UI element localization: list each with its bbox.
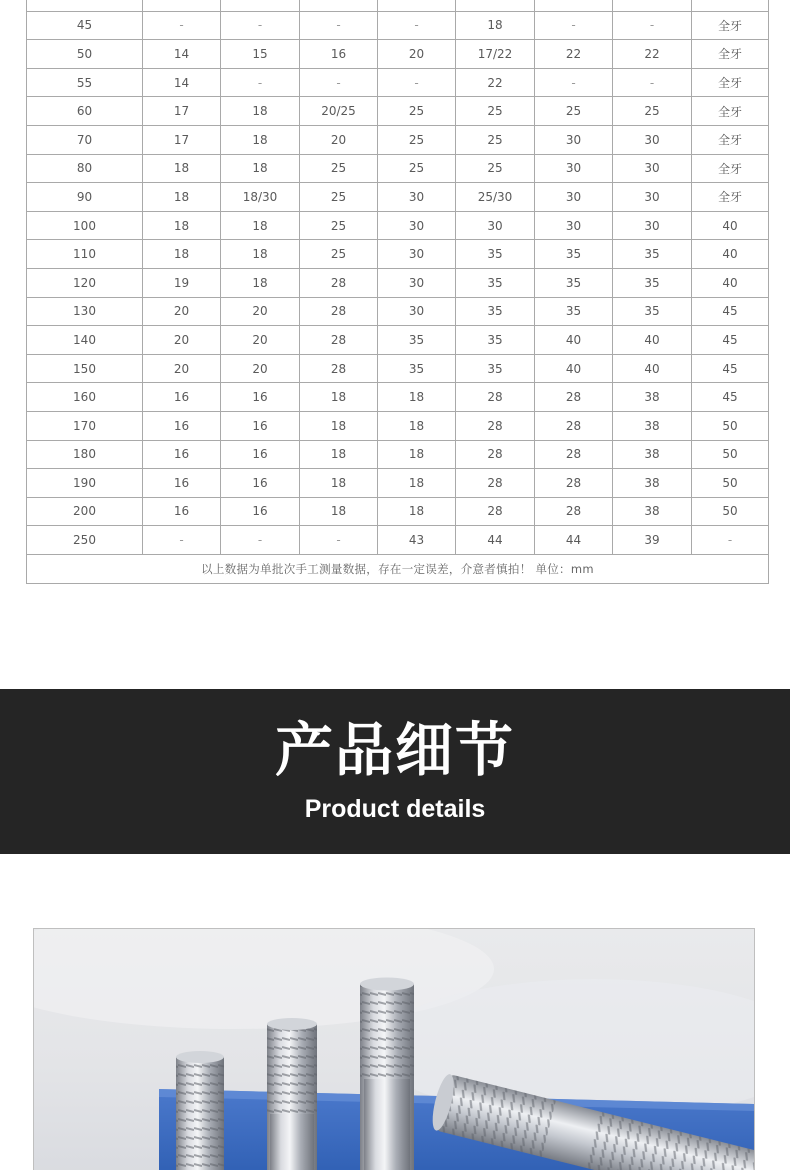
table-cell: 40 [692, 268, 769, 297]
table-cell-partial [143, 0, 221, 11]
length-cell: 90 [27, 183, 143, 212]
table-cell: 18 [221, 240, 300, 269]
table-cell: 38 [613, 383, 692, 412]
table-cell: 38 [613, 411, 692, 440]
table-cell-partial [535, 0, 613, 11]
table-cell: 18 [378, 440, 456, 469]
table-cell: - [221, 526, 300, 555]
table-cell: 全牙 [692, 11, 769, 40]
length-cell: 60 [27, 97, 143, 126]
table-cell: - [300, 11, 378, 40]
table-cell: 全牙 [692, 68, 769, 97]
table-cell: 16 [143, 383, 221, 412]
table-cell: 43 [378, 526, 456, 555]
table-cell: 28 [456, 383, 535, 412]
length-cell: 120 [27, 268, 143, 297]
table-row [27, 268, 769, 297]
table-cell: 17 [143, 125, 221, 154]
table-cell: 18 [456, 11, 535, 40]
table-cell: 22 [613, 40, 692, 69]
table-cell: 30 [613, 183, 692, 212]
table-row [27, 240, 769, 269]
table-row [27, 326, 769, 355]
table-cell: 全牙 [692, 183, 769, 212]
table-row [27, 526, 769, 555]
table-cell: 35 [378, 354, 456, 383]
table-cell: 28 [535, 469, 613, 498]
table-cell: 50 [692, 411, 769, 440]
length-cell: 150 [27, 354, 143, 383]
table-cell: 20 [143, 297, 221, 326]
table-cell: 35 [535, 268, 613, 297]
table-cell: 28 [456, 411, 535, 440]
table-row [27, 11, 769, 40]
table-cell: 16 [143, 440, 221, 469]
table-cell: 16 [221, 440, 300, 469]
table-cell: 35 [613, 240, 692, 269]
table-cell: 30 [613, 125, 692, 154]
table-cell: 28 [535, 497, 613, 526]
table-row [27, 40, 769, 69]
table-row [27, 125, 769, 154]
table-note: 以上数据为单批次手工测量数据，存在一定误差，介意者慎拍！ 单位：mm [27, 554, 769, 583]
table-row [27, 97, 769, 126]
table-cell: 35 [378, 326, 456, 355]
table-cell-partial [378, 0, 456, 11]
table-cell: - [143, 11, 221, 40]
table-cell: 全牙 [692, 125, 769, 154]
table-cell: 18/30 [221, 183, 300, 212]
table-cell: 30 [378, 268, 456, 297]
table-cell: - [613, 11, 692, 40]
table-cell: 18 [378, 497, 456, 526]
table-cell: - [143, 526, 221, 555]
table-row [27, 154, 769, 183]
table-cell: 18 [300, 383, 378, 412]
table-cell: - [535, 68, 613, 97]
table-cell: 18 [300, 469, 378, 498]
table-cell: 35 [535, 240, 613, 269]
table-cell: 50 [692, 497, 769, 526]
table-cell: 28 [456, 469, 535, 498]
table-cell: 20 [300, 125, 378, 154]
table-row [27, 183, 769, 212]
table-cell: 17 [143, 97, 221, 126]
table-cell: 25/30 [456, 183, 535, 212]
length-cell: 180 [27, 440, 143, 469]
table-cell: 全牙 [692, 97, 769, 126]
table-cell: 35 [456, 326, 535, 355]
table-cell-partial [692, 0, 769, 11]
table-cell: 18 [143, 240, 221, 269]
table-cell: 18 [143, 183, 221, 212]
table-cell: 16 [221, 497, 300, 526]
table-cell: 18 [143, 154, 221, 183]
length-cell: 190 [27, 469, 143, 498]
section-title-cn: 产品细节 [274, 716, 515, 784]
table-cell: 18 [221, 268, 300, 297]
table-cell: 16 [300, 40, 378, 69]
table-cell: 35 [535, 297, 613, 326]
table-cell: 40 [613, 354, 692, 383]
table-cell: 30 [535, 125, 613, 154]
table-cell: 39 [613, 526, 692, 555]
stud-bolts-illustration [34, 929, 755, 1170]
table-cell: 20 [143, 354, 221, 383]
table-cell: 18 [300, 497, 378, 526]
table-cell: 16 [221, 469, 300, 498]
section-banner [0, 689, 790, 854]
table-cell: 18 [143, 211, 221, 240]
table-cell: - [300, 68, 378, 97]
table-cell: - [221, 11, 300, 40]
table-cell: 25 [378, 154, 456, 183]
table-cell: 40 [535, 326, 613, 355]
table-cell: 25 [456, 97, 535, 126]
table-cell-partial [221, 0, 300, 11]
table-cell: 20/25 [300, 97, 378, 126]
table-row [27, 469, 769, 498]
table-cell: 16 [221, 411, 300, 440]
table-cell: 17/22 [456, 40, 535, 69]
table-cell: 30 [378, 183, 456, 212]
table-cell: 45 [692, 354, 769, 383]
table-cell: 18 [221, 154, 300, 183]
table-row [27, 440, 769, 469]
table-cell: 18 [300, 440, 378, 469]
length-cell: 130 [27, 297, 143, 326]
table-cell: 15 [221, 40, 300, 69]
length-cell: 140 [27, 326, 143, 355]
table-cell: 35 [456, 297, 535, 326]
table-cell: 30 [378, 240, 456, 269]
table-cell: 25 [613, 97, 692, 126]
length-cell: 55 [27, 68, 143, 97]
table-cell: 19 [143, 268, 221, 297]
table-cell: 38 [613, 469, 692, 498]
table-cell: 38 [613, 440, 692, 469]
table-cell: 40 [692, 211, 769, 240]
product-photo [33, 928, 755, 1170]
table-cell: 16 [221, 383, 300, 412]
table-cell: 25 [456, 154, 535, 183]
length-cell: 70 [27, 125, 143, 154]
table-row [27, 383, 769, 412]
table-cell: - [221, 68, 300, 97]
table-note-row [27, 554, 769, 583]
table-cell: 18 [378, 383, 456, 412]
length-cell: 170 [27, 411, 143, 440]
table-cell: - [692, 526, 769, 555]
table-cell: 28 [535, 411, 613, 440]
length-cell: 200 [27, 497, 143, 526]
table-cell: 30 [535, 211, 613, 240]
table-cell: 50 [692, 469, 769, 498]
table-cell: 25 [300, 154, 378, 183]
table-cell-partial [456, 0, 535, 11]
table-row [27, 211, 769, 240]
table-cell: 16 [143, 469, 221, 498]
table-cell: 16 [143, 497, 221, 526]
table-cell: 22 [456, 68, 535, 97]
length-cell: 250 [27, 526, 143, 555]
table-cell: 30 [378, 211, 456, 240]
table-cell: 25 [378, 97, 456, 126]
table-cell: 18 [378, 411, 456, 440]
table-cell: 18 [378, 469, 456, 498]
table-cell: 30 [613, 154, 692, 183]
table-cell: 25 [456, 125, 535, 154]
table-cell: - [378, 68, 456, 97]
table-cell: 16 [143, 411, 221, 440]
table-cell: 45 [692, 383, 769, 412]
table-cell-partial [27, 0, 143, 11]
table-cell: 25 [535, 97, 613, 126]
table-cell: 28 [456, 497, 535, 526]
table-cell: - [535, 11, 613, 40]
table-cell: 20 [221, 326, 300, 355]
table-cell: 28 [535, 440, 613, 469]
table-cell-partial [613, 0, 692, 11]
table-cell: 14 [143, 68, 221, 97]
table-cell: 25 [300, 183, 378, 212]
table-cell: 18 [300, 411, 378, 440]
table-cell: 30 [378, 297, 456, 326]
table-cell: - [378, 11, 456, 40]
table-cell: 28 [300, 268, 378, 297]
table-cell: 全牙 [692, 40, 769, 69]
table-cell: 25 [300, 211, 378, 240]
table-row [27, 354, 769, 383]
spec-table-body [27, 0, 769, 583]
table-cell: 20 [378, 40, 456, 69]
table-row [27, 411, 769, 440]
table-cell: - [613, 68, 692, 97]
table-cell: 35 [613, 297, 692, 326]
table-cell: 45 [692, 326, 769, 355]
spec-table [26, 0, 769, 584]
table-cell: 44 [535, 526, 613, 555]
table-cell: 35 [456, 240, 535, 269]
table-cell: 25 [300, 240, 378, 269]
table-cell: 30 [613, 211, 692, 240]
table-cell: 14 [143, 40, 221, 69]
length-cell: 110 [27, 240, 143, 269]
table-row [27, 297, 769, 326]
table-cell: 18 [221, 125, 300, 154]
table-cell: 40 [613, 326, 692, 355]
table-cell: 22 [535, 40, 613, 69]
table-cell: 28 [456, 440, 535, 469]
section-title-en: Product details [304, 795, 486, 823]
table-cell: 45 [692, 297, 769, 326]
table-cell: 38 [613, 497, 692, 526]
table-cell: 35 [456, 268, 535, 297]
table-cell-partial [300, 0, 378, 11]
table-cell: 28 [300, 297, 378, 326]
table-cell: 44 [456, 526, 535, 555]
table-cell: 18 [221, 211, 300, 240]
table-cell: 25 [378, 125, 456, 154]
table-cell: 20 [221, 354, 300, 383]
length-cell: 160 [27, 383, 143, 412]
length-cell: 45 [27, 11, 143, 40]
table-cell: 28 [300, 354, 378, 383]
length-cell: 80 [27, 154, 143, 183]
table-cell: 35 [613, 268, 692, 297]
table-cell: 40 [692, 240, 769, 269]
table-cell: 30 [535, 154, 613, 183]
table-row [27, 68, 769, 97]
table-cell: 18 [221, 97, 300, 126]
table-cell: 30 [456, 211, 535, 240]
table-cell: 全牙 [692, 154, 769, 183]
table-cell: 20 [221, 297, 300, 326]
length-cell: 100 [27, 211, 143, 240]
table-cell: 30 [535, 183, 613, 212]
table-cell: 28 [535, 383, 613, 412]
table-cell: 35 [456, 354, 535, 383]
table-row-partial [27, 0, 769, 11]
table-cell: 20 [143, 326, 221, 355]
table-cell: 50 [692, 440, 769, 469]
table-cell: 28 [300, 326, 378, 355]
length-cell: 50 [27, 40, 143, 69]
table-cell: - [300, 526, 378, 555]
table-row [27, 497, 769, 526]
table-cell: 40 [535, 354, 613, 383]
